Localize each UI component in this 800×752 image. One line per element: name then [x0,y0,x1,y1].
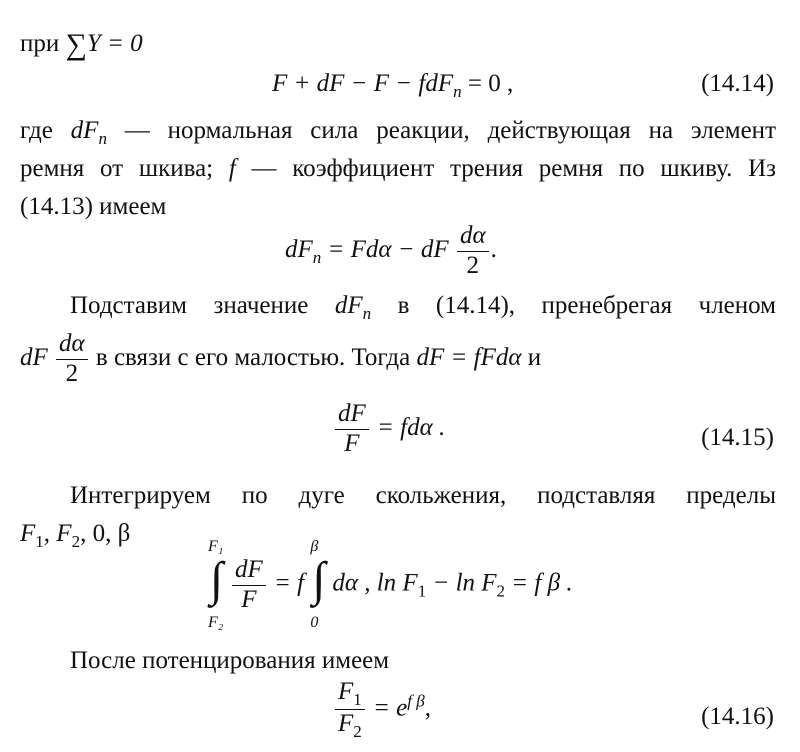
fraction-F1-F2 [335,678,365,742]
para3-F2: F [56,520,72,547]
para1-line1-text: — нормальная сила реакции, действующая на элемент [124,117,776,144]
para3-F1: F [20,520,36,547]
text-gde: где [20,117,53,144]
para3-F2-sub: 2 [71,531,81,551]
int-mid: = f [267,569,305,597]
sum-symbol: ∑ [65,28,87,61]
int-frac-den: F [241,585,257,613]
int-ln1-sub: 1 [417,581,427,601]
para1-line3: (14.13) имеем [20,193,167,220]
para2-line2 [20,330,541,389]
int2-lower-limit: 0 [310,614,319,631]
para3-F1-sub: 1 [35,531,44,551]
int1-lower-limit: F₂ [208,614,224,631]
equation-14-15 [333,400,445,459]
para1-line2-text: — коэффициент трения ремня по шкиву. Из [251,155,777,182]
eq-dFn-lhs: dF [285,235,313,263]
para2-line1-post: в (14.14), пренебрегая членом [397,292,776,319]
eq-14-16-exponent: f β [407,691,425,711]
int-dalpha: dα , [332,569,371,597]
int-ln2: − ln F [426,569,497,597]
equation-dFn [285,222,497,281]
frac-den-14-15: F [344,429,360,457]
para2-line2-text: в связи с его малостью. Тогда [95,343,411,371]
para3-line2: $F_1$, $F_2$, 0, β [20,520,131,551]
para3-rest: , 0, β [80,520,131,547]
fraction-dalpha-2-inline [56,330,88,389]
eq-14-16-tail: , [424,694,431,722]
para2-dFn: dF [334,292,363,319]
int-ln2-sub: 2 [496,581,506,601]
frac-den-inline: 2 [65,359,79,387]
frac-den: 2 [466,251,479,279]
para1-line2-pre: ремня от шкива; [20,155,214,182]
frac-num-inline: dα [56,330,88,360]
equation-14-14 [272,70,513,102]
para3-line1: Интегрируем по дуге скольжения, подставляя пределы [70,482,776,509]
eq-14-14-expr: F + dF − F − fdF [272,70,454,97]
para1-line1 [20,117,776,149]
para4: После потенцирования имеем [70,647,390,674]
eq-14-14-tail: = 0 , [461,70,514,97]
dFn-sub: n [98,128,107,148]
para2-line2-eq: dF = fFdα [416,343,522,371]
int-tail: = f β . [505,569,573,597]
frac-F1-sub: 1 [353,689,362,709]
eq-dFn-tail: . [490,235,497,263]
frac-F2: F [338,710,354,738]
text-pri: при [20,30,60,57]
fraction-int-dF-F [232,556,266,615]
para2-dFn-sub: n [362,303,372,323]
frac-F1: F [338,678,354,705]
int1-upper-limit: F₁ [208,538,224,555]
eq-14-14-sub: n [453,81,462,101]
eq-number-14-15: (14.15) [701,424,774,451]
equation-14-16 [333,678,431,742]
condition-line [20,28,143,62]
eq-14-16-rhs: = e [366,694,408,722]
eq-number-14-16: (14.16) [701,703,774,730]
frac-F2-sub: 2 [353,722,362,742]
dFn-symbol: dF [70,117,99,144]
fraction-dF-F [335,400,369,459]
eq-dFn-mid: = Fdα − dF [321,235,449,263]
integral-sign-1: ∫ F₁ F₂ [208,538,224,631]
para2-line2-post: и [527,343,542,371]
frac-num: dα [457,222,489,252]
int2-upper-limit: β [310,538,319,555]
para2-line1-pre: Подставим значение [70,292,309,319]
condition-expr: Y = 0 [86,30,143,57]
integral-sign-2: ∫ β 0 [310,538,326,631]
int-frac-num: dF [232,556,266,586]
para1-line2 [20,155,776,183]
equation-integral [208,538,573,631]
int-ln1: ln F [370,569,418,597]
para2-line2-dF: dF [20,343,48,371]
frac-num-14-15: dF [335,400,369,430]
para2-line1 [70,292,776,324]
eq-number-14-14: (14.14) [701,70,774,97]
eq-dFn-sub: n [312,247,322,267]
f-symbol: f [228,155,236,182]
fraction-dalpha-2 [457,222,489,281]
eq-14-15-rhs: = fdα . [370,413,446,441]
